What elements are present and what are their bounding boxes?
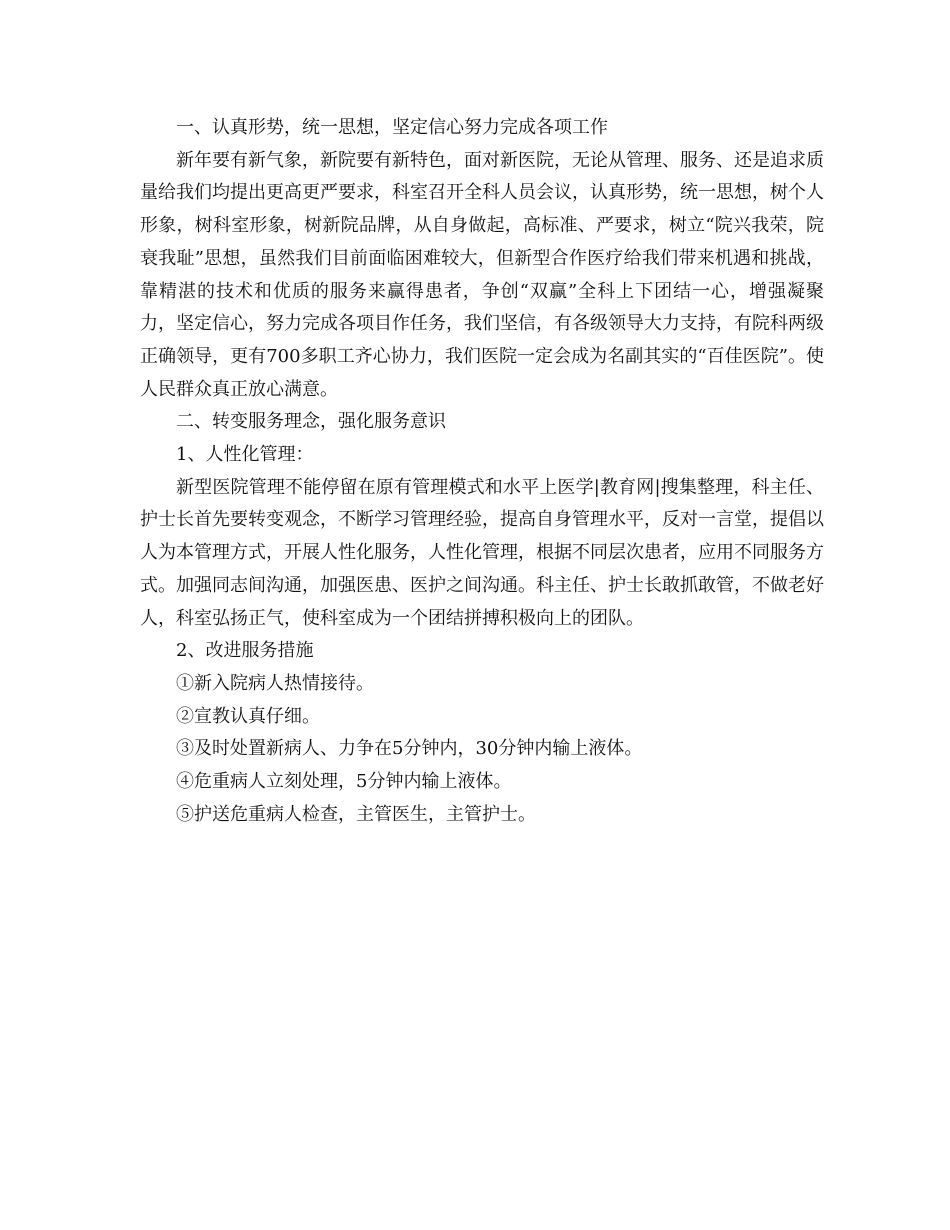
subheading-2: 2、改进服务措施	[176, 640, 314, 662]
body-paragraph-1: 新年要有新气象，新院要有新特色，面对新医院，无论从管理、服务、还是追求质量给我们均提出更高更严要求，科室召开全科人员会议，认真形势，统一思想，树个人形象，树科室形象，树新院品牌，从自身做起，高标准、严要求，树立“院兴我荣，院衰我耻”思想，虽然我们目前面临困难较大，但新型合作医疗给我们带来机遇和挑战，靠精湛的技术和优质的服务来赢得患者，争创“双赢”全科上下团结一心，增强凝聚力，坚定信心，努力完成各项目作任务，我们坚信，有各级领导大力支持，有院科两级正确领导，更有700多职工齐心协力，我们医院一定会成为名副其实的“百佳医院”。使人民群众真正放心满意。	[140, 149, 824, 400]
body-paragraph-2: 新型医院管理不能停留在原有管理模式和水平上医学|教育网|搜集整理，科主任、护士长首先要转变观念，不断学习管理经验，提高自身管理水平，反对一言堂，提倡以人为本管理方式，开展人性化服务，人性化管理，根据不同层次患者，应用不同服务方式。加强同志间沟通，加强医患、医护之间沟通。科主任、护士长敢抓敢管，不做老好人，科室弘扬正气，使科室成为一个团结拼搏积极向上的团队。	[140, 476, 824, 629]
list-item-5: ⑤护送危重病人检查，主管医生，主管护士。	[176, 803, 536, 825]
document-body	[140, 112, 824, 831]
section-heading-1: 一、认真形势，统一思想，坚定信心努力完成各项工作	[176, 117, 608, 138]
list-item-3: ③及时处置新病人、力争在5分钟内，30分钟内输上液体。	[176, 738, 643, 760]
list-item-1: ①新入院病人热情接待。	[176, 672, 374, 694]
list-item-2: ②宣教认真仔细。	[176, 705, 320, 727]
subheading-1: 1、人性化管理：	[176, 444, 314, 466]
list-item-4: ④危重病人立刻处理，5分钟内输上液体。	[176, 771, 512, 793]
section-heading-2: 二、转变服务理念，强化服务意识	[176, 411, 446, 433]
